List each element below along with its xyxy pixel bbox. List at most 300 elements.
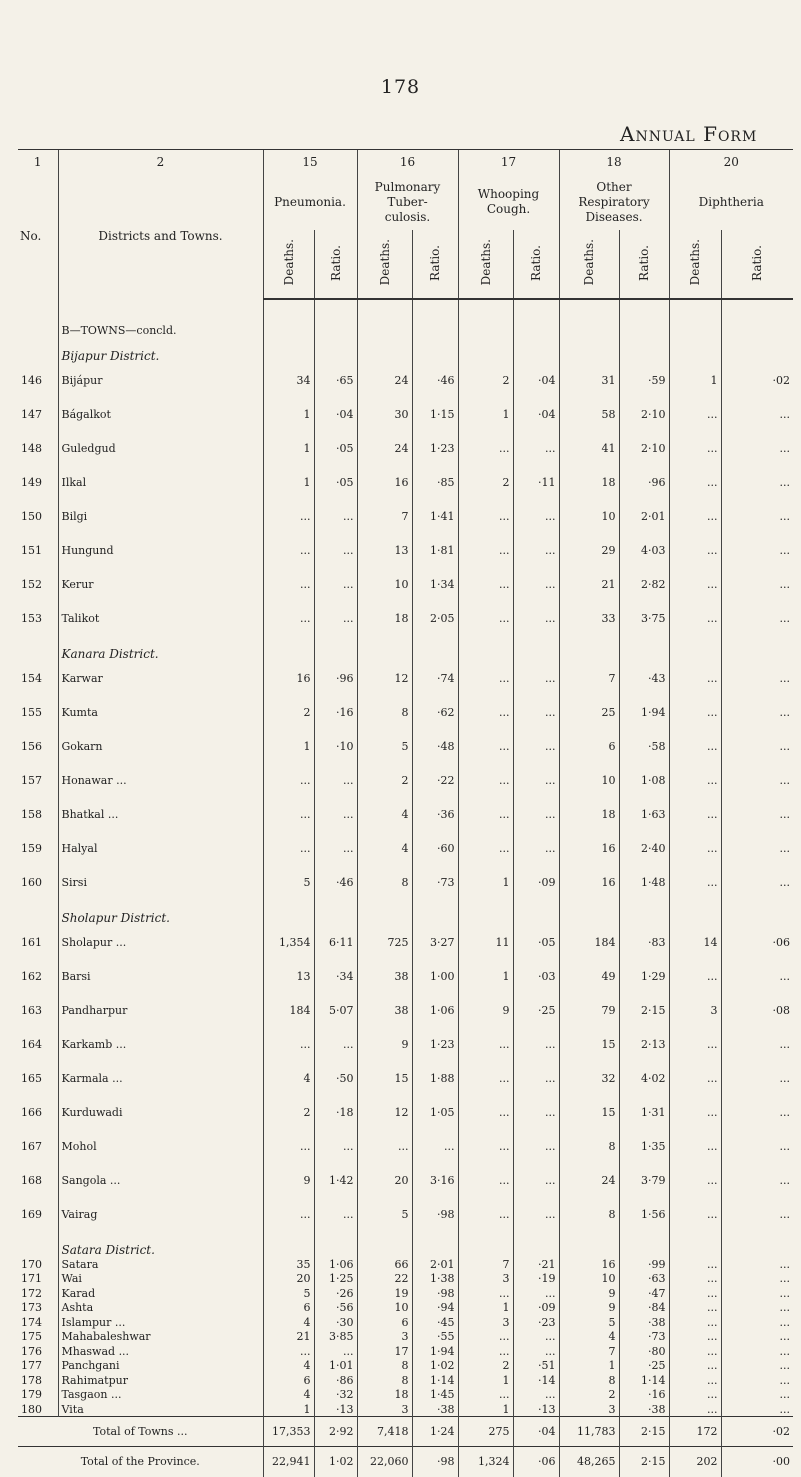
- ratio-cell: ·22: [412, 763, 458, 797]
- deaths-cell: 29: [559, 533, 619, 567]
- ratio-cell: ·85: [412, 465, 458, 499]
- deaths-cell: ...: [669, 465, 721, 499]
- ratio-cell: 1·06: [314, 1257, 357, 1272]
- deaths-cell: ...: [458, 601, 513, 635]
- deaths-cell: ...: [669, 1129, 721, 1163]
- ratio-cell: ·04: [513, 363, 559, 397]
- ratio-cell: ...: [721, 397, 793, 431]
- ratio-cell: ·04: [314, 397, 357, 431]
- town-name: Kumta: [58, 695, 263, 729]
- row-number: 179: [21, 1388, 42, 1402]
- deaths-cell: 5: [559, 1315, 619, 1330]
- ratio-cell: 1·23: [412, 431, 458, 465]
- table-row: [18, 925, 793, 959]
- deaths-cell: ...: [458, 729, 513, 763]
- ratio-cell: ...: [513, 1330, 559, 1345]
- ratio-cell: ...: [721, 1388, 793, 1403]
- row-number: 163: [21, 1003, 42, 1017]
- deaths-cell: 2: [263, 695, 314, 729]
- town-name: Satara: [58, 1257, 263, 1272]
- ratio-cell: 1·14: [412, 1373, 458, 1388]
- ratio-cell: ...: [412, 1129, 458, 1163]
- deaths-cell: ...: [458, 831, 513, 865]
- ratio-cell: ·32: [314, 1388, 357, 1403]
- ratio-cell: ·86: [314, 1373, 357, 1388]
- deaths-cell: 3: [458, 1272, 513, 1287]
- row-number: 146: [21, 373, 42, 387]
- table-row: [18, 1095, 793, 1129]
- deaths-cell: 19: [357, 1286, 412, 1301]
- ratio-cell: ·38: [619, 1402, 669, 1417]
- ratio-cell: ...: [314, 533, 357, 567]
- deaths-cell: 66: [357, 1257, 412, 1272]
- ratio-cell: ...: [721, 499, 793, 533]
- town-name: Wai: [58, 1272, 263, 1287]
- deaths-cell: ...: [458, 499, 513, 533]
- ratio-cell: 6·11: [314, 925, 357, 959]
- row-number: 172: [21, 1286, 42, 1300]
- deaths-cell: ...: [263, 499, 314, 533]
- row-number: 169: [21, 1207, 42, 1221]
- ratio-cell: ·05: [314, 431, 357, 465]
- ratio-cell: ·30: [314, 1315, 357, 1330]
- deaths-cell: ...: [458, 1197, 513, 1231]
- town-name: Honawar ...: [58, 763, 263, 797]
- deaths-cell: 15: [357, 1061, 412, 1095]
- deaths-cell: 24: [559, 1163, 619, 1197]
- ratio-cell: ·50: [314, 1061, 357, 1095]
- deaths-cell: ...: [669, 1272, 721, 1287]
- ratio-cell: ...: [721, 1402, 793, 1417]
- ratio-cell: ·00: [721, 1447, 793, 1477]
- row-number: 156: [21, 739, 42, 753]
- ratio-cell: ...: [721, 1359, 793, 1374]
- table-row: [18, 499, 793, 533]
- deaths-cell: 3: [357, 1402, 412, 1417]
- deaths-cell: ...: [458, 763, 513, 797]
- row-number: 151: [21, 543, 42, 557]
- deaths-cell: 10: [559, 763, 619, 797]
- ratio-cell: ·84: [619, 1301, 669, 1316]
- ratio-cell: ·73: [619, 1330, 669, 1345]
- ratio-cell: 1·23: [412, 1027, 458, 1061]
- deaths-cell: ...: [669, 1163, 721, 1197]
- deaths-cell: 32: [559, 1061, 619, 1095]
- table-row: [18, 465, 793, 499]
- ratio-cell: 1·24: [412, 1417, 458, 1447]
- town-name: Mohol: [58, 1129, 263, 1163]
- deaths-cell: 22,060: [357, 1447, 412, 1477]
- deaths-cell: 24: [357, 363, 412, 397]
- deaths-cell: 18: [559, 465, 619, 499]
- row-number: 167: [21, 1139, 42, 1153]
- table-row: [18, 533, 793, 567]
- deaths-cell: ...: [263, 1344, 314, 1359]
- deaths-cell: 1: [458, 1373, 513, 1388]
- ratio-cell: 3·27: [412, 925, 458, 959]
- deaths-cell: 8: [559, 1129, 619, 1163]
- row-number: 173: [21, 1301, 42, 1315]
- row-number: 152: [21, 577, 42, 591]
- ratio-cell: ...: [513, 431, 559, 465]
- table-row: [18, 1373, 793, 1388]
- ratio-cell: ·46: [412, 363, 458, 397]
- deaths-cell: ...: [458, 533, 513, 567]
- town-name: Sirsi: [58, 865, 263, 899]
- deaths-cell: 12: [357, 1095, 412, 1129]
- deaths-cell: ...: [263, 601, 314, 635]
- deaths-cell: ...: [669, 1257, 721, 1272]
- deaths-cell: ...: [458, 1129, 513, 1163]
- ratio-cell: ...: [513, 1344, 559, 1359]
- deaths-cell: 1: [263, 1402, 314, 1417]
- ratio-cell: 3·85: [314, 1330, 357, 1345]
- ratio-cell: ...: [721, 1129, 793, 1163]
- ratio-cell: ·19: [513, 1272, 559, 1287]
- deaths-cell: 18: [357, 601, 412, 635]
- ratio-cell: 1·48: [619, 865, 669, 899]
- town-name: Sangola ...: [58, 1163, 263, 1197]
- ratio-cell: ·56: [314, 1301, 357, 1316]
- ratio-cell: 1·15: [412, 397, 458, 431]
- town-name: Islampur ...: [58, 1315, 263, 1330]
- ratio-cell: ...: [314, 797, 357, 831]
- deaths-cell: ...: [669, 397, 721, 431]
- ratio-cell: ...: [513, 695, 559, 729]
- town-name: Karkamb ...: [58, 1027, 263, 1061]
- deaths-subheader: Deaths.: [478, 239, 493, 286]
- deaths-cell: ...: [458, 1061, 513, 1095]
- col-number-15: 15: [263, 150, 357, 175]
- totals-row: [18, 1417, 793, 1447]
- ratio-cell: ·83: [619, 925, 669, 959]
- ratio-cell: ·63: [619, 1272, 669, 1287]
- ratio-cell: ·23: [513, 1315, 559, 1330]
- deaths-cell: 18: [559, 797, 619, 831]
- deaths-cell: 34: [263, 363, 314, 397]
- ratio-subheader: Ratio.: [750, 244, 765, 281]
- table-row: [18, 431, 793, 465]
- row-number: 160: [21, 875, 42, 889]
- deaths-cell: 7: [559, 661, 619, 695]
- deaths-cell: 202: [669, 1447, 721, 1477]
- deaths-cell: ...: [458, 695, 513, 729]
- ratio-cell: ...: [721, 1061, 793, 1095]
- ratio-cell: ...: [314, 601, 357, 635]
- deaths-cell: ...: [263, 1197, 314, 1231]
- deaths-cell: ...: [669, 601, 721, 635]
- ratio-cell: ...: [721, 797, 793, 831]
- table-row: [18, 865, 793, 899]
- ratio-cell: ...: [314, 1027, 357, 1061]
- deaths-cell: 1: [263, 397, 314, 431]
- town-name: Halyal: [58, 831, 263, 865]
- ratio-subheader: Ratio.: [529, 244, 543, 281]
- ratio-cell: 1·05: [412, 1095, 458, 1129]
- deaths-cell: 1: [458, 1301, 513, 1316]
- deaths-cell: ...: [669, 959, 721, 993]
- ratio-cell: 1·25: [314, 1272, 357, 1287]
- table-row: [18, 1344, 793, 1359]
- deaths-cell: ...: [263, 831, 314, 865]
- ratio-cell: 1·29: [619, 959, 669, 993]
- ratio-cell: 2·10: [619, 431, 669, 465]
- ratio-cell: 3·16: [412, 1163, 458, 1197]
- district-heading: Sholapur District.: [58, 899, 263, 925]
- ratio-cell: ...: [513, 729, 559, 763]
- district-heading-row: [18, 1231, 793, 1257]
- table-row: [18, 1197, 793, 1231]
- ratio-cell: ·16: [314, 695, 357, 729]
- deaths-cell: ...: [669, 1095, 721, 1129]
- ratio-cell: 1·56: [619, 1197, 669, 1231]
- table-row: [18, 1402, 793, 1417]
- deaths-cell: 1: [458, 397, 513, 431]
- deaths-cell: 1: [263, 465, 314, 499]
- ratio-cell: ·09: [513, 865, 559, 899]
- ratio-cell: ·38: [412, 1402, 458, 1417]
- deaths-cell: 35: [263, 1257, 314, 1272]
- ratio-cell: 2·15: [619, 993, 669, 1027]
- town-name: Mhaswad ...: [58, 1344, 263, 1359]
- ratio-cell: ...: [513, 831, 559, 865]
- ratio-cell: 4·02: [619, 1061, 669, 1095]
- deaths-cell: ...: [669, 1344, 721, 1359]
- deaths-cell: 1: [669, 363, 721, 397]
- deaths-cell: 5: [263, 865, 314, 899]
- deaths-cell: 10: [357, 567, 412, 601]
- table-row: [18, 661, 793, 695]
- deaths-cell: 1,324: [458, 1447, 513, 1477]
- ratio-cell: ...: [721, 763, 793, 797]
- deaths-cell: 58: [559, 397, 619, 431]
- page-number: 178: [380, 76, 421, 98]
- row-number: 165: [21, 1071, 42, 1085]
- ratio-cell: ...: [721, 533, 793, 567]
- deaths-cell: 1: [263, 431, 314, 465]
- deaths-cell: 31: [559, 363, 619, 397]
- deaths-cell: 22,941: [263, 1447, 314, 1477]
- town-name: Guledgud: [58, 431, 263, 465]
- town-name: Ilkal: [58, 465, 263, 499]
- deaths-subheader: Deaths.: [281, 239, 296, 286]
- town-name: Barsi: [58, 959, 263, 993]
- ratio-cell: ·59: [619, 363, 669, 397]
- deaths-cell: 275: [458, 1417, 513, 1447]
- deaths-cell: ...: [458, 661, 513, 695]
- deaths-cell: 8: [357, 695, 412, 729]
- table-row: [18, 1257, 793, 1272]
- ratio-cell: ...: [314, 1344, 357, 1359]
- deaths-cell: 4: [263, 1388, 314, 1403]
- ratio-cell: ·60: [412, 831, 458, 865]
- row-number: 175: [21, 1330, 42, 1344]
- ratio-cell: ·36: [412, 797, 458, 831]
- deaths-cell: 79: [559, 993, 619, 1027]
- town-name: Panchgani: [58, 1359, 263, 1374]
- ratio-cell: ·13: [513, 1402, 559, 1417]
- deaths-cell: 48,265: [559, 1447, 619, 1477]
- ratio-cell: ·14: [513, 1373, 559, 1388]
- ratio-cell: ...: [721, 1330, 793, 1345]
- deaths-cell: ...: [669, 567, 721, 601]
- deaths-cell: 2: [458, 363, 513, 397]
- deaths-cell: 25: [559, 695, 619, 729]
- ratio-cell: ·96: [619, 465, 669, 499]
- ratio-cell: ...: [721, 601, 793, 635]
- ratio-cell: ...: [721, 1315, 793, 1330]
- town-name: Bhatkal ...: [58, 797, 263, 831]
- deaths-cell: ...: [669, 431, 721, 465]
- table-row: [18, 1359, 793, 1374]
- deaths-cell: 7: [458, 1257, 513, 1272]
- no-header: No.: [20, 229, 42, 243]
- deaths-cell: 8: [357, 1373, 412, 1388]
- ratio-cell: ...: [513, 567, 559, 601]
- ratio-cell: ·98: [412, 1197, 458, 1231]
- deaths-cell: ...: [458, 1027, 513, 1061]
- deaths-cell: 20: [357, 1163, 412, 1197]
- deaths-cell: ...: [263, 1027, 314, 1061]
- row-number: 177: [21, 1359, 42, 1373]
- deaths-cell: ...: [669, 729, 721, 763]
- table-row: [18, 397, 793, 431]
- ratio-cell: ...: [721, 1272, 793, 1287]
- deaths-cell: ...: [669, 1359, 721, 1374]
- ratio-cell: ·98: [412, 1286, 458, 1301]
- ratio-cell: ...: [513, 763, 559, 797]
- ratio-cell: ...: [721, 1095, 793, 1129]
- ratio-cell: 2·01: [412, 1257, 458, 1272]
- deaths-cell: 9: [559, 1301, 619, 1316]
- deaths-cell: 5: [263, 1286, 314, 1301]
- ratio-cell: 2·13: [619, 1027, 669, 1061]
- ratio-cell: ...: [513, 1027, 559, 1061]
- deaths-cell: 10: [559, 1272, 619, 1287]
- col-number-2: 2: [58, 150, 263, 175]
- deaths-cell: 1: [458, 1402, 513, 1417]
- ratio-cell: 3·79: [619, 1163, 669, 1197]
- table-row: [18, 729, 793, 763]
- ratio-cell: ·38: [619, 1315, 669, 1330]
- ratio-cell: ·80: [619, 1344, 669, 1359]
- ratio-cell: ·02: [721, 1417, 793, 1447]
- deaths-cell: ...: [458, 1330, 513, 1345]
- ratio-cell: ·43: [619, 661, 669, 695]
- town-name: Vairag: [58, 1197, 263, 1231]
- row-number: 150: [21, 509, 42, 523]
- ratio-cell: ·62: [412, 695, 458, 729]
- row-number: 155: [21, 705, 42, 719]
- ratio-cell: 1·02: [314, 1447, 357, 1477]
- ratio-cell: ...: [721, 1257, 793, 1272]
- deaths-cell: 12: [357, 661, 412, 695]
- row-number: 166: [21, 1105, 42, 1119]
- totals-row: [18, 1447, 793, 1477]
- deaths-cell: 1: [458, 959, 513, 993]
- deaths-cell: 9: [458, 993, 513, 1027]
- deaths-cell: 11,783: [559, 1417, 619, 1447]
- deaths-cell: 38: [357, 959, 412, 993]
- deaths-cell: ...: [669, 1301, 721, 1316]
- deaths-cell: ...: [669, 1315, 721, 1330]
- ratio-cell: ...: [314, 499, 357, 533]
- deaths-cell: 2: [458, 465, 513, 499]
- deaths-cell: ...: [669, 831, 721, 865]
- town-name: Bijápur: [58, 363, 263, 397]
- deaths-cell: 1: [458, 865, 513, 899]
- ratio-cell: ...: [513, 1061, 559, 1095]
- ratio-cell: 1·94: [412, 1344, 458, 1359]
- ratio-cell: ...: [314, 1197, 357, 1231]
- ratio-cell: ...: [513, 1163, 559, 1197]
- section-title: B—TOWNS—concld.: [58, 299, 263, 337]
- ratio-cell: ·65: [314, 363, 357, 397]
- deaths-cell: ...: [263, 533, 314, 567]
- deaths-cell: 30: [357, 397, 412, 431]
- deaths-cell: 725: [357, 925, 412, 959]
- deaths-cell: 1: [559, 1359, 619, 1374]
- town-name: Karwar: [58, 661, 263, 695]
- ratio-cell: 1·41: [412, 499, 458, 533]
- row-number: 170: [21, 1257, 42, 1271]
- ratio-cell: ...: [721, 431, 793, 465]
- ratio-cell: 4·03: [619, 533, 669, 567]
- ratio-cell: ...: [721, 729, 793, 763]
- diphtheria-header: Diphtheria: [669, 174, 793, 230]
- town-name: Hungund: [58, 533, 263, 567]
- deaths-cell: 3: [559, 1402, 619, 1417]
- deaths-cell: 49: [559, 959, 619, 993]
- deaths-cell: ...: [669, 1388, 721, 1403]
- row-number: 159: [21, 841, 42, 855]
- town-name: Bilgi: [58, 499, 263, 533]
- deaths-cell: ...: [669, 499, 721, 533]
- deaths-cell: 9: [263, 1163, 314, 1197]
- ratio-cell: 1·00: [412, 959, 458, 993]
- table-row: [18, 601, 793, 635]
- ratio-cell: ·74: [412, 661, 458, 695]
- ratio-cell: ·55: [412, 1330, 458, 1345]
- ratio-cell: ·25: [619, 1359, 669, 1374]
- deaths-cell: 8: [357, 1359, 412, 1374]
- ratio-cell: ·06: [513, 1447, 559, 1477]
- table-row: [18, 1027, 793, 1061]
- deaths-cell: 8: [559, 1197, 619, 1231]
- deaths-cell: 5: [357, 729, 412, 763]
- town-name: Tasgaon ...: [58, 1388, 263, 1403]
- deaths-subheader: Deaths.: [377, 239, 392, 286]
- deaths-cell: ...: [669, 1373, 721, 1388]
- ratio-cell: 5·07: [314, 993, 357, 1027]
- deaths-subheader: Deaths.: [688, 239, 702, 286]
- deaths-cell: 8: [357, 865, 412, 899]
- ratio-cell: 1·81: [412, 533, 458, 567]
- table-row: [18, 959, 793, 993]
- deaths-cell: 15: [559, 1027, 619, 1061]
- ratio-cell: ·02: [721, 363, 793, 397]
- ratio-cell: ...: [721, 1301, 793, 1316]
- deaths-cell: 3: [458, 1315, 513, 1330]
- ratio-cell: ...: [314, 1129, 357, 1163]
- town-name: Sholapur ...: [58, 925, 263, 959]
- deaths-cell: 10: [559, 499, 619, 533]
- deaths-cell: 2: [263, 1095, 314, 1129]
- ratio-cell: ...: [513, 1388, 559, 1403]
- row-number: 174: [21, 1315, 42, 1329]
- ratio-cell: 1·01: [314, 1359, 357, 1374]
- ratio-cell: ...: [721, 1027, 793, 1061]
